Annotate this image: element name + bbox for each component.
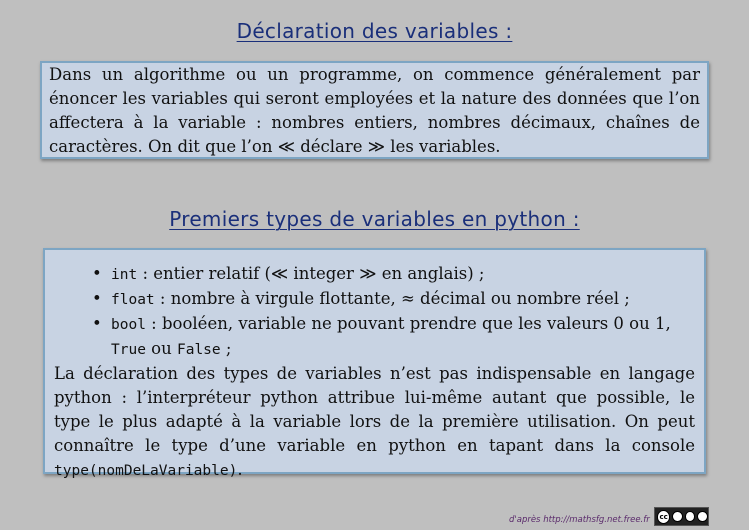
credit-link[interactable]: d'après http://mathsfg.net.free.fr bbox=[509, 515, 650, 525]
by-icon bbox=[672, 511, 683, 522]
declaration-box bbox=[40, 61, 709, 159]
list-item-bool bbox=[92, 312, 695, 362]
text-or: ou bbox=[145, 339, 177, 358]
value-false: False bbox=[176, 342, 221, 358]
type-description-float: : nombre à virgule flottante, ≈ décimal ou nombre réel ; bbox=[154, 289, 630, 308]
nc-icon bbox=[685, 511, 696, 522]
type-function-code: type(nomDeLaVariable) bbox=[54, 463, 238, 479]
types-paragraph-end: . bbox=[237, 460, 243, 479]
bullet-icon: • bbox=[92, 289, 102, 308]
type-keyword-bool: bool bbox=[111, 317, 146, 333]
type-keyword-int: int bbox=[111, 267, 138, 283]
types-paragraph bbox=[54, 362, 695, 483]
type-description-bool: : booléen, variable ne pouvant prendre que les valeurs 0 ou 1, bbox=[145, 314, 671, 333]
section-1-title: Déclaration des variables : bbox=[236, 19, 513, 43]
text-end: ; bbox=[220, 339, 232, 358]
declaration-paragraph: Dans un algorithme ou un programme, on commence généralement par énoncer les variables qui seront employées et la nature des données que l’on affectera à la variable : nombres entiers, nombres décimaux, chaînes de caractères. On dit que l’on ≪ déclare ≫ les variables. bbox=[49, 65, 700, 156]
bullet-icon: • bbox=[92, 314, 102, 333]
types-paragraph-text: La déclaration des types de variables n’est pas indispensable en langage python : l’interpréteur python attribue lui-même autant que possible, le type le plus adapté à la variable lors de la première utilisation. On peut connaître le type d’une variable en python en tapant dans la console bbox=[54, 364, 695, 455]
bullet-icon: • bbox=[92, 264, 102, 283]
value-true: True bbox=[111, 342, 146, 358]
list-item-float bbox=[92, 287, 695, 312]
sa-icon bbox=[697, 511, 708, 522]
types-box bbox=[43, 248, 706, 479]
types-list bbox=[54, 262, 695, 362]
list-item-int bbox=[92, 262, 695, 287]
section-2-title: Premiers types de variables en python : bbox=[169, 207, 580, 231]
cc-icon: cc bbox=[657, 510, 670, 524]
license-badge[interactable] bbox=[654, 507, 709, 526]
type-description-int: : entier relatif (≪ integer ≫ en anglais) ; bbox=[137, 264, 485, 283]
type-keyword-float: float bbox=[111, 292, 155, 308]
